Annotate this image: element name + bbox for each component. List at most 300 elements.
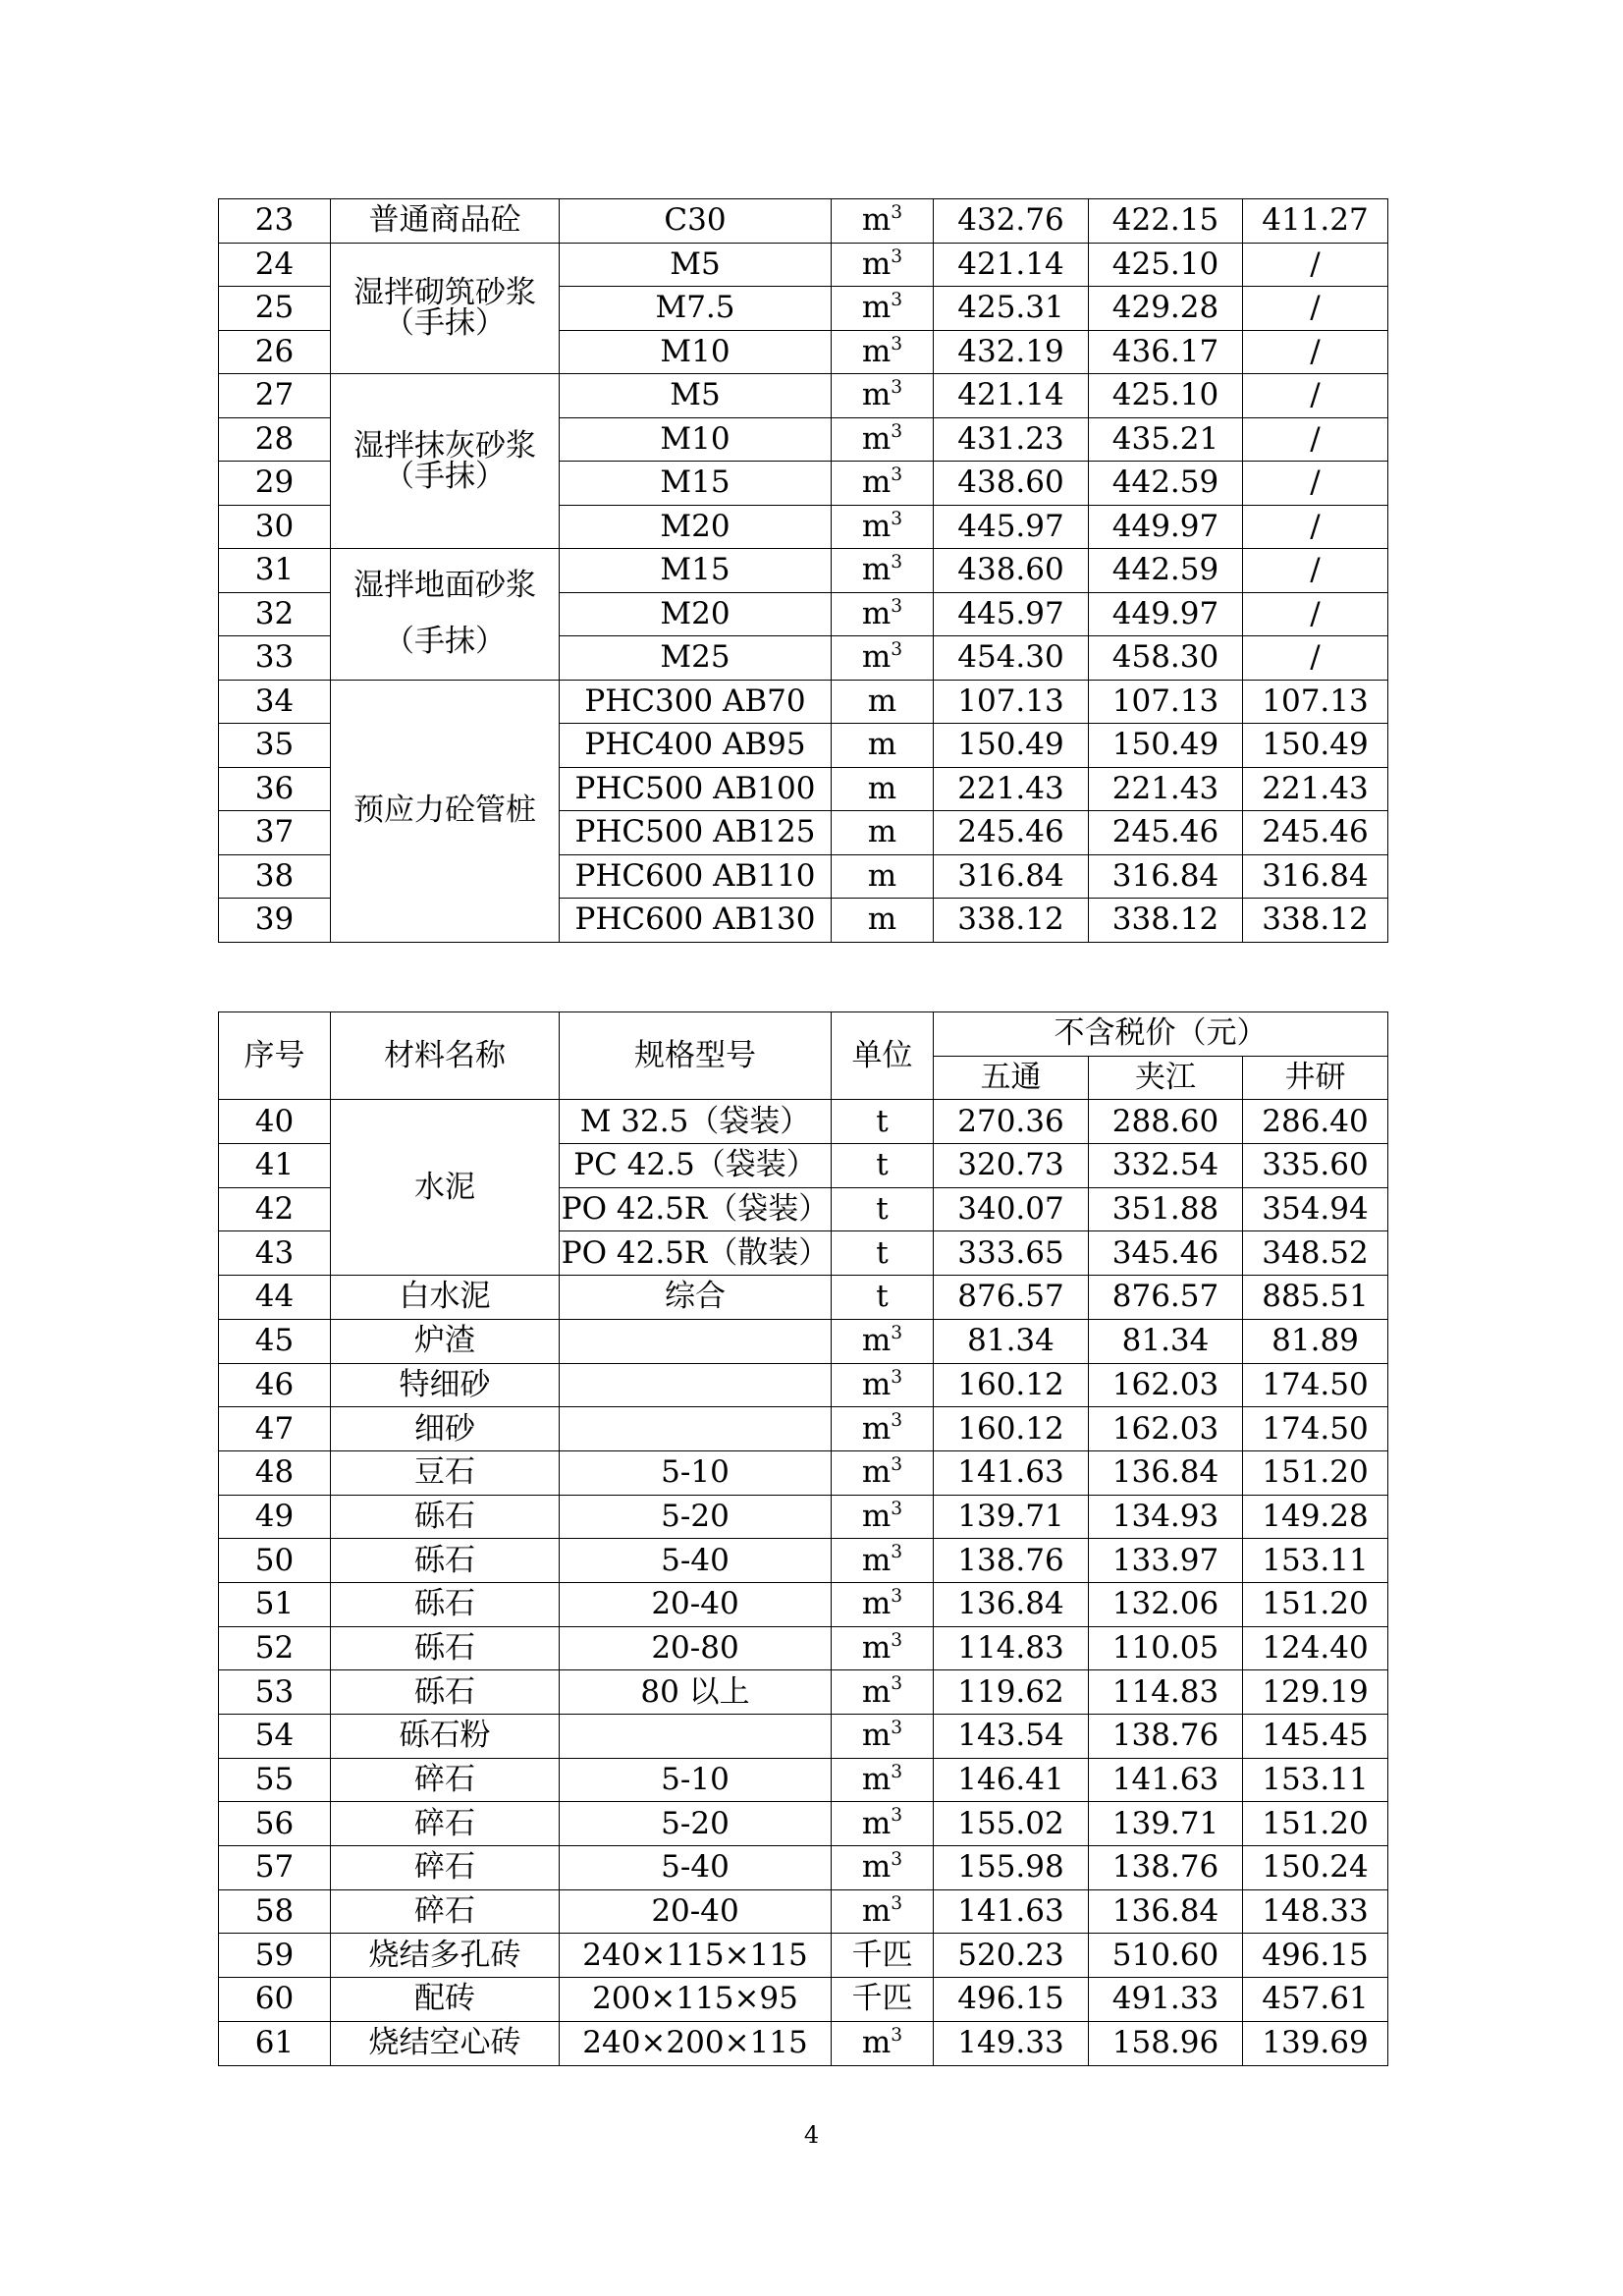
unit-text: 千匹 <box>851 1981 913 2017</box>
unit-text: t <box>876 1234 889 1271</box>
unit-cell <box>832 462 934 506</box>
price-jingyan: 174.50 <box>1243 1407 1388 1451</box>
unit-text: m <box>861 1893 892 1930</box>
table-row <box>219 1802 1388 1846</box>
unit-superscript: 3 <box>891 290 903 310</box>
material-group-cell <box>331 680 560 942</box>
material-name: 特细砂 <box>331 1363 560 1407</box>
material-name: 砾石 <box>331 1670 560 1715</box>
price-jiajiang: 442.59 <box>1089 549 1243 593</box>
price-jiajiang: 338.12 <box>1089 899 1243 943</box>
price-jingyan: / <box>1243 636 1388 681</box>
unit-text: m <box>861 552 892 588</box>
material-name: 细砂 <box>331 1407 560 1451</box>
material-group-cell <box>331 243 560 374</box>
row-number: 55 <box>219 1758 331 1802</box>
unit-superscript: 3 <box>891 1586 903 1608</box>
price-wutong: 245.46 <box>934 811 1089 855</box>
spec-cell <box>560 1363 832 1407</box>
spec-cell: 20-40 <box>560 1889 832 1934</box>
unit-text: m <box>861 202 892 239</box>
unit-cell <box>832 1231 934 1276</box>
unit-cell <box>832 811 934 855</box>
row-number: 56 <box>219 1802 331 1846</box>
table-header <box>219 1012 1388 1100</box>
row-number: 40 <box>219 1100 331 1144</box>
table-row <box>219 1846 1388 1890</box>
spec-cell: M15 <box>560 462 832 506</box>
unit-cell <box>832 1934 934 1978</box>
price-table-continued <box>218 198 1388 943</box>
unit-cell <box>832 1802 934 1846</box>
row-number: 46 <box>219 1363 331 1407</box>
row-number: 43 <box>219 1231 331 1276</box>
material-group-cell <box>331 199 560 244</box>
spec-cell: 200×115×95 <box>560 1978 832 2022</box>
unit-text: m <box>861 1586 892 1622</box>
price-jiajiang: 245.46 <box>1089 811 1243 855</box>
price-wutong: 119.62 <box>934 1670 1089 1715</box>
spec-cell: 5-40 <box>560 1539 832 1583</box>
price-wutong: 431.23 <box>934 417 1089 462</box>
price-jingyan: 149.28 <box>1243 1495 1388 1539</box>
unit-superscript: 3 <box>891 1366 903 1388</box>
unit-text: t <box>876 1191 889 1228</box>
header-wutong: 五通 <box>934 1056 1089 1100</box>
price-wutong: 432.76 <box>934 199 1089 244</box>
unit-cell <box>832 1495 934 1539</box>
table-row <box>219 1407 1388 1451</box>
row-number: 36 <box>219 767 331 811</box>
unit-text: m <box>861 595 892 631</box>
price-wutong: 338.12 <box>934 899 1089 943</box>
table-row <box>219 1978 1388 2022</box>
header-no: 序号 <box>219 1012 331 1100</box>
spec-cell: M10 <box>560 417 832 462</box>
row-number: 34 <box>219 680 331 724</box>
spec-cell: 5-20 <box>560 1495 832 1539</box>
unit-text: m <box>867 902 897 938</box>
spec-cell: PHC500 AB125 <box>560 811 832 855</box>
price-jiajiang: 876.57 <box>1089 1276 1243 1320</box>
price-jiajiang: 221.43 <box>1089 767 1243 811</box>
group-name-line1: 湿拌地面砂浆 <box>353 568 536 604</box>
row-number: 28 <box>219 417 331 462</box>
price-jingyan: 81.89 <box>1243 1319 1388 1363</box>
unit-cell <box>832 505 934 549</box>
header-jingyan: 井研 <box>1243 1056 1388 1100</box>
unit-cell <box>832 767 934 811</box>
spec-cell: 综合 <box>560 1276 832 1320</box>
unit-cell <box>832 854 934 899</box>
unit-text: m <box>861 508 892 544</box>
table-row <box>219 1670 1388 1715</box>
price-jiajiang: 449.97 <box>1089 505 1243 549</box>
header-unit: 单位 <box>832 1012 934 1100</box>
price-wutong: 425.31 <box>934 287 1089 331</box>
price-wutong: 520.23 <box>934 1934 1089 1978</box>
material-name: 砾石 <box>331 1495 560 1539</box>
unit-superscript: 3 <box>891 333 903 355</box>
material-name: 碎石 <box>331 1846 560 1890</box>
table-row <box>219 199 1388 244</box>
unit-superscript: 3 <box>891 2024 903 2046</box>
row-number: 49 <box>219 1495 331 1539</box>
spec-cell: 5-10 <box>560 1450 832 1495</box>
price-jiajiang: 491.33 <box>1089 1978 1243 2022</box>
group-name-line2: （手抹） <box>384 304 506 341</box>
unit-text: m <box>861 333 892 369</box>
row-number: 45 <box>219 1319 331 1363</box>
price-jiajiang: 139.71 <box>1089 1802 1243 1846</box>
table-row <box>219 2021 1388 2065</box>
unit-text: m <box>861 1718 892 1754</box>
unit-cell <box>832 1363 934 1407</box>
price-wutong: 114.83 <box>934 1626 1089 1670</box>
price-jiajiang: 332.54 <box>1089 1144 1243 1188</box>
price-wutong: 432.19 <box>934 330 1089 374</box>
price-jingyan: 245.46 <box>1243 811 1388 855</box>
material-name: 砾石 <box>331 1626 560 1670</box>
spec-cell <box>560 1715 832 1759</box>
row-number: 37 <box>219 811 331 855</box>
price-jingyan: 316.84 <box>1243 854 1388 899</box>
material-name: 砾石 <box>331 1539 560 1583</box>
price-jingyan: / <box>1243 417 1388 462</box>
unit-cell <box>832 1846 934 1890</box>
unit-cell <box>832 1670 934 1715</box>
unit-text: m <box>861 465 892 501</box>
price-wutong: 316.84 <box>934 854 1089 899</box>
price-jingyan: 221.43 <box>1243 767 1388 811</box>
unit-text: m <box>861 1498 892 1534</box>
price-jingyan: 107.13 <box>1243 680 1388 724</box>
unit-cell <box>832 243 934 287</box>
row-number: 25 <box>219 287 331 331</box>
price-wutong: 141.63 <box>934 1450 1089 1495</box>
table-row <box>219 374 1388 418</box>
price-jingyan: / <box>1243 592 1388 636</box>
material-name: 碎石 <box>331 1802 560 1846</box>
material-name: 烧结多孔砖 <box>331 1934 560 1978</box>
material-name: 碎石 <box>331 1889 560 1934</box>
row-number: 58 <box>219 1889 331 1934</box>
unit-cell <box>832 1758 934 1802</box>
row-number: 54 <box>219 1715 331 1759</box>
table-row <box>219 1495 1388 1539</box>
price-jiajiang: 110.05 <box>1089 1626 1243 1670</box>
price-jingyan: 153.11 <box>1243 1539 1388 1583</box>
price-jingyan: 457.61 <box>1243 1978 1388 2022</box>
unit-cell <box>832 330 934 374</box>
price-jiajiang: 107.13 <box>1089 680 1243 724</box>
unit-text: m <box>861 1410 892 1447</box>
unit-superscript: 3 <box>891 1892 903 1914</box>
table-row <box>219 1539 1388 1583</box>
material-group-cell: 水泥 <box>331 1100 560 1276</box>
price-jiajiang: 316.84 <box>1089 854 1243 899</box>
price-jingyan: 153.11 <box>1243 1758 1388 1802</box>
unit-cell <box>832 592 934 636</box>
row-number: 51 <box>219 1582 331 1626</box>
unit-superscript: 3 <box>891 202 903 223</box>
unit-superscript: 3 <box>891 595 903 617</box>
unit-cell <box>832 1626 934 1670</box>
price-jiajiang: 138.76 <box>1089 1846 1243 1890</box>
unit-text: m <box>867 683 897 719</box>
unit-superscript: 3 <box>891 1453 903 1475</box>
price-wutong: 876.57 <box>934 1276 1089 1320</box>
table-row <box>219 1100 1388 1144</box>
price-wutong: 160.12 <box>934 1363 1089 1407</box>
price-wutong: 146.41 <box>934 1758 1089 1802</box>
group-name-line2: （手抹） <box>384 624 506 660</box>
price-jingyan: 885.51 <box>1243 1276 1388 1320</box>
unit-cell <box>832 2021 934 2065</box>
price-wutong: 221.43 <box>934 767 1089 811</box>
row-number: 44 <box>219 1276 331 1320</box>
unit-text: m <box>861 290 892 326</box>
table-row <box>219 1363 1388 1407</box>
price-jingyan: / <box>1243 243 1388 287</box>
price-jiajiang: 136.84 <box>1089 1889 1243 1934</box>
unit-cell <box>832 1715 934 1759</box>
table-row <box>219 1934 1388 1978</box>
header-spec: 规格型号 <box>560 1012 832 1100</box>
unit-text: m <box>861 1762 892 1798</box>
row-number: 42 <box>219 1187 331 1231</box>
price-wutong: 496.15 <box>934 1978 1089 2022</box>
unit-text: m <box>867 770 897 806</box>
spec-cell <box>560 1319 832 1363</box>
price-jiajiang: 429.28 <box>1089 287 1243 331</box>
unit-superscript: 3 <box>891 552 903 573</box>
spec-cell: M15 <box>560 549 832 593</box>
row-number: 53 <box>219 1670 331 1715</box>
unit-cell <box>832 1319 934 1363</box>
material-name: 白水泥 <box>331 1276 560 1320</box>
spec-cell: PHC600 AB130 <box>560 899 832 943</box>
price-wutong: 139.71 <box>934 1495 1089 1539</box>
unit-superscript: 3 <box>891 1410 903 1432</box>
unit-text: m <box>861 639 892 676</box>
row-number: 57 <box>219 1846 331 1890</box>
spec-cell: M20 <box>560 505 832 549</box>
header-row <box>219 1012 1388 1057</box>
unit-superscript: 3 <box>891 1673 903 1695</box>
material-name: 配砖 <box>331 1978 560 2022</box>
price-wutong: 421.14 <box>934 374 1089 418</box>
price-jingyan: 145.45 <box>1243 1715 1388 1759</box>
price-wutong: 81.34 <box>934 1319 1089 1363</box>
price-jingyan: 151.20 <box>1243 1582 1388 1626</box>
price-jingyan: 124.40 <box>1243 1626 1388 1670</box>
price-wutong: 160.12 <box>934 1407 1089 1451</box>
unit-cell <box>832 1582 934 1626</box>
row-number: 50 <box>219 1539 331 1583</box>
unit-superscript: 3 <box>891 1761 903 1782</box>
spec-cell: 5-20 <box>560 1802 832 1846</box>
spec-cell: M10 <box>560 330 832 374</box>
unit-text: m <box>861 1849 892 1886</box>
table-row <box>219 549 1388 593</box>
table2-body <box>219 1100 1388 2065</box>
price-jingyan: 174.50 <box>1243 1363 1388 1407</box>
price-jiajiang: 136.84 <box>1089 1450 1243 1495</box>
price-jiajiang: 162.03 <box>1089 1407 1243 1451</box>
unit-text: m <box>867 857 897 894</box>
table-row <box>219 243 1388 287</box>
material-group-cell <box>331 374 560 549</box>
price-jiajiang: 351.88 <box>1089 1187 1243 1231</box>
spec-cell: PHC600 AB110 <box>560 854 832 899</box>
spec-cell: 5-10 <box>560 1758 832 1802</box>
spec-cell: M25 <box>560 636 832 681</box>
price-jiajiang: 425.10 <box>1089 374 1243 418</box>
unit-text: m <box>861 246 892 282</box>
price-wutong: 149.33 <box>934 2021 1089 2065</box>
header-jiajiang: 夹江 <box>1089 1056 1243 1100</box>
price-wutong: 445.97 <box>934 505 1089 549</box>
table-row <box>219 1626 1388 1670</box>
page-number: 4 <box>803 2121 820 2149</box>
spec-cell: M5 <box>560 243 832 287</box>
spec-cell: M 32.5（袋装） <box>560 1100 832 1144</box>
price-wutong: 155.02 <box>934 1802 1089 1846</box>
unit-cell <box>832 1100 934 1144</box>
price-jiajiang: 422.15 <box>1089 199 1243 244</box>
row-number: 27 <box>219 374 331 418</box>
row-number: 33 <box>219 636 331 681</box>
unit-cell <box>832 724 934 768</box>
spec-cell: PHC400 AB95 <box>560 724 832 768</box>
spec-cell: M20 <box>560 592 832 636</box>
spec-cell: M7.5 <box>560 287 832 331</box>
unit-superscript: 3 <box>891 1629 903 1651</box>
group-name-line2: （手抹） <box>384 458 506 494</box>
row-number: 48 <box>219 1450 331 1495</box>
table-row <box>219 1889 1388 1934</box>
table-row <box>219 1758 1388 1802</box>
table-row <box>219 1715 1388 1759</box>
unit-superscript: 3 <box>891 1805 903 1827</box>
row-number: 60 <box>219 1978 331 2022</box>
table-row <box>219 1319 1388 1363</box>
unit-text: m <box>861 420 892 457</box>
unit-text: m <box>861 1366 892 1402</box>
unit-text: t <box>876 1279 889 1315</box>
spec-cell: 240×115×115 <box>560 1934 832 1978</box>
unit-text: m <box>861 1805 892 1841</box>
unit-text: m <box>861 1454 892 1491</box>
price-jiajiang: 442.59 <box>1089 462 1243 506</box>
spec-cell: 5-40 <box>560 1846 832 1890</box>
unit-superscript: 3 <box>891 377 903 398</box>
price-jingyan: 148.33 <box>1243 1889 1388 1934</box>
price-jiajiang: 458.30 <box>1089 636 1243 681</box>
unit-cell <box>832 1539 934 1583</box>
price-wutong: 454.30 <box>934 636 1089 681</box>
spec-cell: M5 <box>560 374 832 418</box>
price-wutong: 445.97 <box>934 592 1089 636</box>
unit-text: t <box>876 1103 889 1139</box>
unit-superscript: 3 <box>891 420 903 442</box>
row-number: 35 <box>219 724 331 768</box>
price-jingyan: 129.19 <box>1243 1670 1388 1715</box>
unit-cell <box>832 1978 934 2022</box>
spec-cell: 20-80 <box>560 1626 832 1670</box>
price-jiajiang: 134.93 <box>1089 1495 1243 1539</box>
spec-cell: PC 42.5（袋装） <box>560 1144 832 1188</box>
price-wutong: 143.54 <box>934 1715 1089 1759</box>
price-jiajiang: 510.60 <box>1089 1934 1243 1978</box>
row-number: 32 <box>219 592 331 636</box>
unit-superscript: 3 <box>891 246 903 267</box>
price-jingyan: / <box>1243 330 1388 374</box>
price-wutong: 155.98 <box>934 1846 1089 1890</box>
unit-cell <box>832 636 934 681</box>
unit-cell <box>832 1889 934 1934</box>
row-number: 30 <box>219 505 331 549</box>
group-name-line1: 湿拌抹灰砂浆 <box>353 427 536 464</box>
table-row <box>219 1450 1388 1495</box>
row-number: 39 <box>219 899 331 943</box>
row-number: 59 <box>219 1934 331 1978</box>
price-wutong: 138.76 <box>934 1539 1089 1583</box>
unit-text: m <box>861 1673 892 1710</box>
price-jingyan: 335.60 <box>1243 1144 1388 1188</box>
material-name: 砾石粉 <box>331 1715 560 1759</box>
table1-body <box>219 199 1388 943</box>
spec-cell: 240×200×115 <box>560 2021 832 2065</box>
row-number: 26 <box>219 330 331 374</box>
unit-cell <box>832 1276 934 1320</box>
material-name: 砾石 <box>331 1582 560 1626</box>
unit-superscript: 3 <box>891 508 903 529</box>
unit-cell <box>832 1407 934 1451</box>
unit-superscript: 3 <box>891 465 903 485</box>
row-number: 31 <box>219 549 331 593</box>
price-wutong: 438.60 <box>934 549 1089 593</box>
price-jiajiang: 141.63 <box>1089 1758 1243 1802</box>
price-wutong: 150.49 <box>934 724 1089 768</box>
unit-cell <box>832 374 934 418</box>
price-jingyan: / <box>1243 462 1388 506</box>
unit-text: m <box>867 814 897 850</box>
table-row <box>219 1582 1388 1626</box>
row-number: 47 <box>219 1407 331 1451</box>
price-jiajiang: 435.21 <box>1089 417 1243 462</box>
row-number: 23 <box>219 199 331 244</box>
table-row <box>219 1276 1388 1320</box>
price-jiajiang: 425.10 <box>1089 243 1243 287</box>
price-jiajiang: 436.17 <box>1089 330 1243 374</box>
price-jiajiang: 150.49 <box>1089 724 1243 768</box>
row-number: 24 <box>219 243 331 287</box>
unit-cell <box>832 1187 934 1231</box>
price-jingyan: 286.40 <box>1243 1100 1388 1144</box>
group-name-line1: 普通商品砼 <box>368 202 521 239</box>
price-jiajiang: 162.03 <box>1089 1363 1243 1407</box>
unit-cell <box>832 549 934 593</box>
price-jingyan: 338.12 <box>1243 899 1388 943</box>
price-wutong: 136.84 <box>934 1582 1089 1626</box>
unit-cell <box>832 1450 934 1495</box>
spec-cell: C30 <box>560 199 832 244</box>
price-jingyan: 354.94 <box>1243 1187 1388 1231</box>
unit-cell <box>832 1144 934 1188</box>
material-group-cell <box>331 549 560 681</box>
